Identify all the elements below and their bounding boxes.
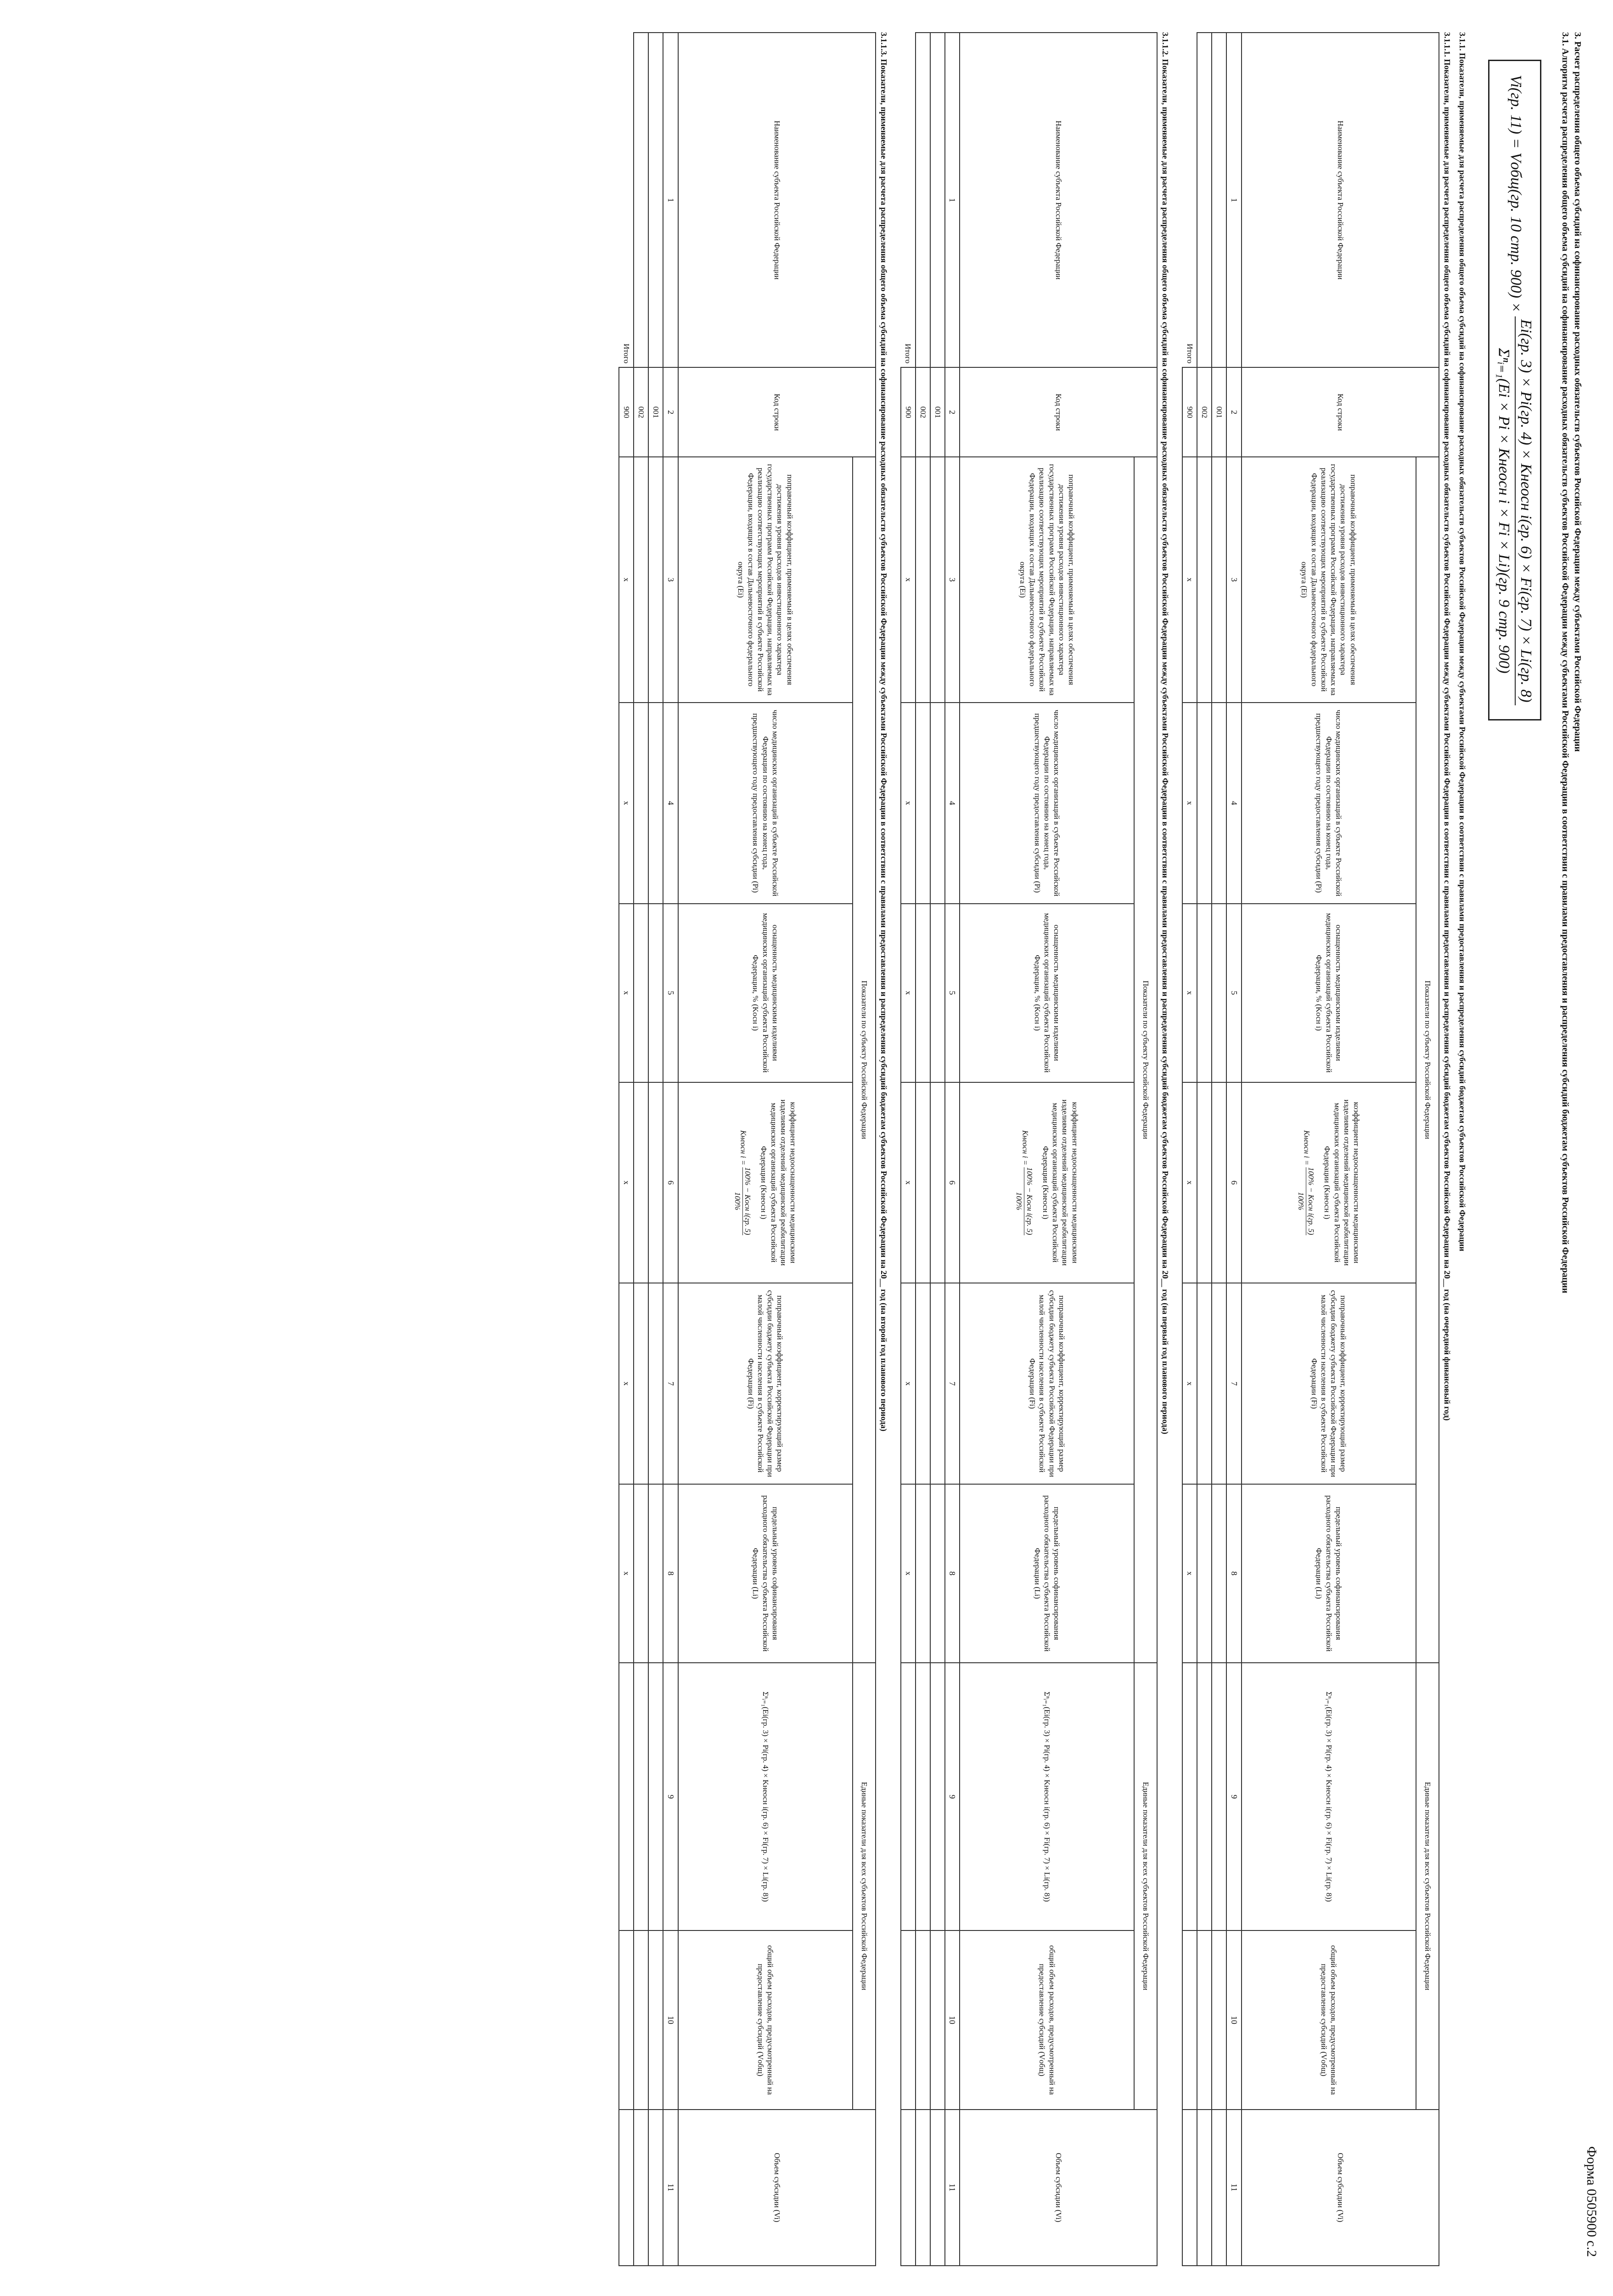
header-underequipment-coef — [960, 1082, 1135, 1283]
value-cell — [634, 1082, 649, 1283]
header-indicators-group: Показатели по субъекту Российской Федерации — [1416, 457, 1439, 1663]
value-cell — [916, 703, 930, 904]
header-cofinancing-limit: предельный уровень софинансирования расходного обязательства субъекта Российской Федерации (Li) — [678, 1484, 853, 1663]
value-cell — [634, 1484, 649, 1663]
not-applicable-mark: x — [901, 457, 916, 703]
value-cell — [1212, 2110, 1227, 2266]
header-cofinancing-limit: предельный уровень софинансирования расходного обязательства субъекта Российской Федерации (Li) — [960, 1484, 1135, 1663]
value-cell — [634, 1663, 649, 1931]
value-cell — [1212, 1930, 1227, 2109]
heading-main: 3. Расчет распределения общего объема субсидий на софинансирование расходных обязательств субъектов Российской Федерации между субъектами Российской Федерации — [1573, 32, 1583, 752]
row-code-cell: 001 — [649, 367, 663, 457]
header-indicators-group: Показатели по субъекту Российской Федерации — [853, 457, 876, 1663]
value-cell — [634, 1930, 649, 2109]
header-common-group: Единые показатели для всех субъектов Российской Федерации — [1135, 1663, 1158, 2110]
column-number: 4 — [663, 703, 679, 904]
underequipment-formula — [1296, 1086, 1316, 1279]
total-sum-cell — [619, 1663, 634, 1931]
section-block — [900, 32, 1170, 2266]
section-subtitle: 3.1.1.1. Показатели, применяемые для расчета распределения общего объема субсидий на софинансирование расходных обязательств субъектов Российской Федерации между субъектами Российской Федерации в соответствии с правилами предоставления и распределения субсидий бюджетам субъектов Российской Федерации на 20__ год (на очередной финансовый год) — [1443, 32, 1452, 1421]
column-number: 10 — [945, 1930, 960, 2109]
value-cell — [1212, 1082, 1227, 1283]
value-cell — [1197, 703, 1212, 904]
not-applicable-mark: x — [1183, 1283, 1197, 1484]
column-number: 11 — [663, 2110, 679, 2266]
sections-container — [619, 32, 1467, 2266]
table-row — [634, 33, 649, 2266]
column-number: 1 — [663, 33, 679, 367]
table-row — [1197, 33, 1212, 2266]
value-cell — [916, 2110, 930, 2266]
not-applicable-mark: x — [1183, 904, 1197, 1082]
value-cell — [634, 1283, 649, 1484]
column-number: 7 — [663, 1283, 679, 1484]
header-med-orgs-count: число медицинских организаций в субъекте Российской Федерации по состоянию на конец года, предшествующего году предоставления субсидии (Pi) — [1242, 703, 1416, 904]
distribution-formula — [1488, 60, 1541, 720]
column-number: 2 — [1227, 367, 1242, 457]
total-label: Итого — [901, 33, 916, 367]
underequipment-formula-num: 100% − Kосн i(гр. 5) — [1024, 1167, 1034, 1235]
subject-name-cell — [634, 33, 649, 367]
column-number: 10 — [663, 1930, 679, 2109]
table-row — [916, 33, 930, 2266]
subject-name-cell — [1197, 33, 1212, 367]
total-subsidy-cell — [619, 2110, 634, 2266]
value-cell — [1197, 2110, 1212, 2266]
not-applicable-mark: x — [901, 1082, 916, 1283]
underequipment-formula-num: 100% − Kосн i(гр. 5) — [742, 1167, 753, 1235]
header-small-population-coef: поправочный коэффициент, корректирующий размер субсидии бюджету субъекта Российской Федерации при малой численности населения в субъекте Российской Федерации (Fi) — [1242, 1283, 1416, 1484]
total-sum-cell — [1183, 1663, 1197, 1931]
column-number: 9 — [663, 1663, 679, 1931]
column-number: 6 — [945, 1082, 960, 1283]
header-cofinancing-limit: предельный уровень софинансирования расходного обязательства субъекта Российской Федерации (Li) — [1242, 1484, 1416, 1663]
subject-name-cell — [930, 33, 945, 367]
column-number: 3 — [663, 457, 679, 703]
value-cell — [930, 1663, 945, 1931]
header-coef-e: поправочный коэффициент, применяемый в целях обеспечения достижения уровня расходов инвестиционного характера государственных программ Российской Федерации, направляемых на реализацию соответствующих мероприятий в субъекте Российской Федерации, входящих в состав Дальневосточного федерального округа (Ei) — [960, 457, 1135, 703]
indicators-table — [900, 32, 1158, 2266]
value-cell — [649, 1484, 663, 1663]
column-number: 11 — [1227, 2110, 1242, 2266]
header-subsidy-volume: Объем субсидии (Vi) — [960, 2110, 1158, 2266]
not-applicable-mark: x — [1183, 1484, 1197, 1663]
not-applicable-mark: x — [901, 1484, 916, 1663]
column-number: 6 — [663, 1082, 679, 1283]
header-sum-formula: Σⁿᵢ₌₁(Ei(гр. 3) × Pi(гр. 4) × Kнеосн i(гр. 6) × Fi(гр. 7) × Li(гр. 8)) — [678, 1663, 853, 1931]
indicators-table — [619, 32, 877, 2266]
not-applicable-mark: x — [901, 1283, 916, 1484]
total-expenses-cell — [1183, 1930, 1197, 2109]
column-number: 5 — [945, 904, 960, 1082]
header-small-population-coef: поправочный коэффициент, корректирующий размер субсидии бюджету субъекта Российской Федерации при малой численности населения в субъекте Российской Федерации (Fi) — [960, 1283, 1135, 1484]
total-row — [619, 33, 634, 2266]
form-number: Форма 0505900 с.2 — [1584, 2146, 1599, 2257]
section-title: 3.1.1.2. Показатели, применяемые для расчета распределения общего объема субсидий на софинансирование расходных обязательств субъектов Российской Федерации между субъектами Российской Федерации в соответствии с правилами предоставления и распределения субсидий бюджетам субъектов Российской Федерации на 20__ год (на первый год планового периода) — [1161, 32, 1170, 1435]
section-title: 3.1.1. Показатели, применяемые для расчета распределения общего объема субсидий на софинансирование расходных обязательств субъектов Российской Федерации между субъектами Российской Федерации в соответствии с правилами предоставления и распределения субсидий бюджетам субъектов Российской Федерации — [1458, 32, 1467, 1251]
column-number: 5 — [1227, 904, 1242, 1082]
column-number: 3 — [1227, 457, 1242, 703]
not-applicable-mark: x — [901, 703, 916, 904]
underequipment-formula-lhs: Kнеосн i = — [1021, 1130, 1030, 1165]
column-number: 8 — [663, 1484, 679, 1663]
underequipment-formula-lhs: Kнеосн i = — [739, 1130, 748, 1165]
value-cell — [916, 1663, 930, 1931]
section-block — [619, 32, 889, 2266]
underequipment-formula-lhs: Kнеосн i = — [1302, 1130, 1311, 1165]
value-cell — [634, 2110, 649, 2266]
not-applicable-mark: x — [619, 1283, 634, 1484]
table-row — [930, 33, 945, 2266]
row-code-cell: 001 — [930, 367, 945, 457]
column-number: 9 — [1227, 1663, 1242, 1931]
underequipment-formula-num: 100% − Kосн i(гр. 5) — [1306, 1167, 1316, 1235]
header-total-expenses: общий объем расходов, предусмотренный на предоставление субсидий (Vобщ) — [1242, 1930, 1416, 2109]
total-expenses-cell — [901, 1930, 916, 2109]
header-row-code: Код строки — [678, 367, 876, 457]
underequipment-formula-fraction — [1296, 1167, 1316, 1235]
column-number: 2 — [945, 367, 960, 457]
header-subject-name: Наименование субъекта Российской Федерации — [1242, 33, 1439, 367]
value-cell — [1197, 457, 1212, 703]
row-code-cell: 002 — [634, 367, 649, 457]
header-med-orgs-count: число медицинских организаций в субъекте Российской Федерации по состоянию на конец года, предшествующего году предоставления субсидии (Pi) — [960, 703, 1135, 904]
column-number: 10 — [1227, 1930, 1242, 2109]
header-equipment-level: оснащенность медицинскими изделиями медицинских организаций субъекта Российской Федерации, % (Kосн i) — [678, 904, 853, 1082]
value-cell — [930, 1484, 945, 1663]
not-applicable-mark: x — [619, 703, 634, 904]
value-cell — [930, 1283, 945, 1484]
header-row-code: Код строки — [1242, 367, 1439, 457]
subject-name-cell — [916, 33, 930, 367]
total-subsidy-cell — [1183, 2110, 1197, 2266]
formula-fraction — [1495, 316, 1534, 705]
total-row-code: 900 — [1183, 367, 1197, 457]
value-cell — [634, 904, 649, 1082]
value-cell — [1212, 703, 1227, 904]
column-number: 9 — [945, 1663, 960, 1931]
value-cell — [930, 2110, 945, 2266]
value-cell — [649, 1082, 663, 1283]
column-number: 4 — [1227, 703, 1242, 904]
header-equipment-level: оснащенность медицинскими изделиями медицинских организаций субъекта Российской Федерации, % (Kосн i) — [1242, 904, 1416, 1082]
value-cell — [649, 457, 663, 703]
header-med-orgs-count: число медицинских организаций в субъекте Российской Федерации по состоянию на конец года, предшествующего году предоставления субсидии (Pi) — [678, 703, 853, 904]
value-cell — [649, 1663, 663, 1931]
value-cell — [930, 457, 945, 703]
total-sum-cell — [901, 1663, 916, 1931]
header-coef-e: поправочный коэффициент, применяемый в целях обеспечения достижения уровня расходов инвестиционного характера государственных программ Российской Федерации, направляемых на реализацию соответствующих мероприятий в субъекте Российской Федерации, входящих в состав Дальневосточного федерального округа (Ei) — [678, 457, 853, 703]
header-total-expenses: общий объем расходов, предусмотренный на предоставление субсидий (Vобщ) — [678, 1930, 853, 2109]
column-number: 7 — [945, 1283, 960, 1484]
underequipment-text: коэффициент недооснащенности медицинскими изделиями отделений медицинской реабилитации медицинских организаций субъекта Российской Федерации (Kнеосн i) — [1323, 1099, 1361, 1266]
value-cell — [916, 1930, 930, 2109]
value-cell — [930, 703, 945, 904]
subject-name-cell — [1212, 33, 1227, 367]
total-row — [1183, 33, 1197, 2266]
header-indicators-group: Показатели по субъекту Российской Федерации — [1135, 457, 1158, 1663]
formula-lhs: Vi(гр. 11) = Vобщ(гр. 10 стр. 900) × — [1507, 75, 1525, 313]
column-number: 2 — [663, 367, 679, 457]
header-total-expenses: общий объем расходов, предусмотренный на предоставление субсидий (Vобщ) — [960, 1930, 1135, 2109]
total-label: Итого — [619, 33, 634, 367]
not-applicable-mark: x — [619, 1484, 634, 1663]
value-cell — [1197, 1663, 1212, 1931]
value-cell — [1212, 904, 1227, 1082]
header-subsidy-volume: Объем субсидии (Vi) — [1242, 2110, 1439, 2266]
table-row — [1212, 33, 1227, 2266]
column-number: 8 — [1227, 1484, 1242, 1663]
header-underequipment-coef — [678, 1082, 853, 1283]
column-number: 1 — [945, 33, 960, 367]
value-cell — [930, 1930, 945, 2109]
value-cell — [649, 1930, 663, 2109]
column-number: 4 — [945, 703, 960, 904]
row-code-cell: 001 — [1212, 367, 1227, 457]
heading-algorithm: 3.1. Алгоритм расчета распределения общего объема субсидий на софинансирование расходных обязательств субъектов Российской Федерации между субъектами Российской Федерации в соответствии с правилами предоставления и распределения субсидий бюджетам субъектов Российской Федерации — [1560, 32, 1570, 1294]
header-common-group: Единые показатели для всех субъектов Российской Федерации — [853, 1663, 876, 2110]
column-number: 5 — [663, 904, 679, 1082]
value-cell — [649, 1283, 663, 1484]
underequipment-formula — [1014, 1086, 1034, 1279]
total-row — [901, 33, 916, 2266]
underequipment-formula-fraction — [1014, 1167, 1034, 1235]
column-number: 8 — [945, 1484, 960, 1663]
value-cell — [1197, 1283, 1212, 1484]
formula-denominator: Σⁿᵢ₌₁(Ei × Pi × Kнеосн i × Fi × Li)(гр. 9 стр. 900) — [1495, 348, 1512, 674]
value-cell — [1197, 1930, 1212, 2109]
value-cell — [1197, 1484, 1212, 1663]
indicators-table — [1182, 32, 1440, 2266]
row-code-cell: 002 — [1197, 367, 1212, 457]
table-row — [649, 33, 663, 2266]
underequipment-formula-den: 100% — [1297, 1192, 1305, 1210]
value-cell — [1212, 1283, 1227, 1484]
not-applicable-mark: x — [619, 457, 634, 703]
not-applicable-mark: x — [619, 904, 634, 1082]
not-applicable-mark: x — [1183, 703, 1197, 904]
total-expenses-cell — [619, 1930, 634, 2109]
total-row-code: 900 — [619, 367, 634, 457]
value-cell — [1197, 904, 1212, 1082]
not-applicable-mark: x — [901, 904, 916, 1082]
column-number: 3 — [945, 457, 960, 703]
header-coef-e: поправочный коэффициент, применяемый в целях обеспечения достижения уровня расходов инвестиционного характера государственных программ Российской Федерации, направляемых на реализацию соответствующих мероприятий в субъекте Российской Федерации, входящих в состав Дальневосточного федерального округа (Ei) — [1242, 457, 1416, 703]
header-sum-formula: Σⁿᵢ₌₁(Ei(гр. 3) × Pi(гр. 4) × Kнеосн i(гр. 6) × Fi(гр. 7) × Li(гр. 8)) — [1242, 1663, 1416, 1931]
value-cell — [634, 703, 649, 904]
header-underequipment-coef — [1242, 1082, 1416, 1283]
value-cell — [1212, 1663, 1227, 1931]
header-small-population-coef: поправочный коэффициент, корректирующий размер субсидии бюджету субъекта Российской Федерации при малой численности населения в субъекте Российской Федерации (Fi) — [678, 1283, 853, 1484]
header-common-group: Единые показатели для всех субъектов Российской Федерации — [1416, 1663, 1439, 2110]
underequipment-formula-den: 100% — [1015, 1192, 1024, 1210]
underequipment-formula-den: 100% — [733, 1192, 742, 1210]
not-applicable-mark: x — [1183, 457, 1197, 703]
value-cell — [1212, 457, 1227, 703]
value-cell — [930, 904, 945, 1082]
header-equipment-level: оснащенность медицинскими изделиями медицинских организаций субъекта Российской Федерации, % (Kосн i) — [960, 904, 1135, 1082]
value-cell — [649, 2110, 663, 2266]
total-subsidy-cell — [901, 2110, 916, 2266]
subject-name-cell — [649, 33, 663, 367]
column-number: 7 — [1227, 1283, 1242, 1484]
underequipment-formula — [733, 1086, 753, 1279]
value-cell — [649, 703, 663, 904]
section-block — [1182, 32, 1467, 2266]
header-subsidy-volume: Объем субсидии (Vi) — [678, 2110, 876, 2266]
value-cell — [916, 1484, 930, 1663]
not-applicable-mark: x — [1183, 1082, 1197, 1283]
column-number: 6 — [1227, 1082, 1242, 1283]
value-cell — [1197, 1082, 1212, 1283]
value-cell — [916, 1283, 930, 1484]
not-applicable-mark: x — [619, 1082, 634, 1283]
total-label: Итого — [1183, 33, 1197, 367]
value-cell — [916, 457, 930, 703]
header-subject-name: Наименование субъекта Российской Федерации — [960, 33, 1158, 367]
value-cell — [916, 904, 930, 1082]
header-row-code: Код строки — [960, 367, 1158, 457]
value-cell — [1212, 1484, 1227, 1663]
underequipment-text: коэффициент недооснащенности медицинскими изделиями отделений медицинской реабилитации медицинских организаций субъекта Российской Федерации (Kнеосн i) — [1041, 1099, 1079, 1266]
value-cell — [916, 1082, 930, 1283]
row-code-cell: 002 — [916, 367, 930, 457]
underequipment-text: коэффициент недооснащенности медицинскими изделиями отделений медицинской реабилитации медицинских организаций субъекта Российской Федерации (Kнеосн i) — [759, 1099, 798, 1266]
value-cell — [930, 1082, 945, 1283]
header-subject-name: Наименование субъекта Российской Федерации — [678, 33, 876, 367]
column-number: 1 — [1227, 33, 1242, 367]
formula-numerator: Ei(гр. 3) × Pi(гр. 4) × Kнеосн i(гр. 6) × Fi(гр. 7) × Li(гр. 8) — [1515, 316, 1534, 705]
section-title: 3.1.1.3. Показатели, применяемые для расчета распределения общего объема субсидий на софинансирование расходных обязательств субъектов Российской Федерации между субъектами Российской Федерации в соответствии с правилами предоставления и распределения субсидий бюджетам субъектов Российской Федерации на 20__ год (на второй год планового периода) — [879, 32, 888, 1432]
column-number: 11 — [945, 2110, 960, 2266]
value-cell — [634, 457, 649, 703]
header-sum-formula: Σⁿᵢ₌₁(Ei(гр. 3) × Pi(гр. 4) × Kнеосн i(гр. 6) × Fi(гр. 7) × Li(гр. 8)) — [960, 1663, 1135, 1931]
total-row-code: 900 — [901, 367, 916, 457]
underequipment-formula-fraction — [733, 1167, 753, 1235]
value-cell — [649, 904, 663, 1082]
